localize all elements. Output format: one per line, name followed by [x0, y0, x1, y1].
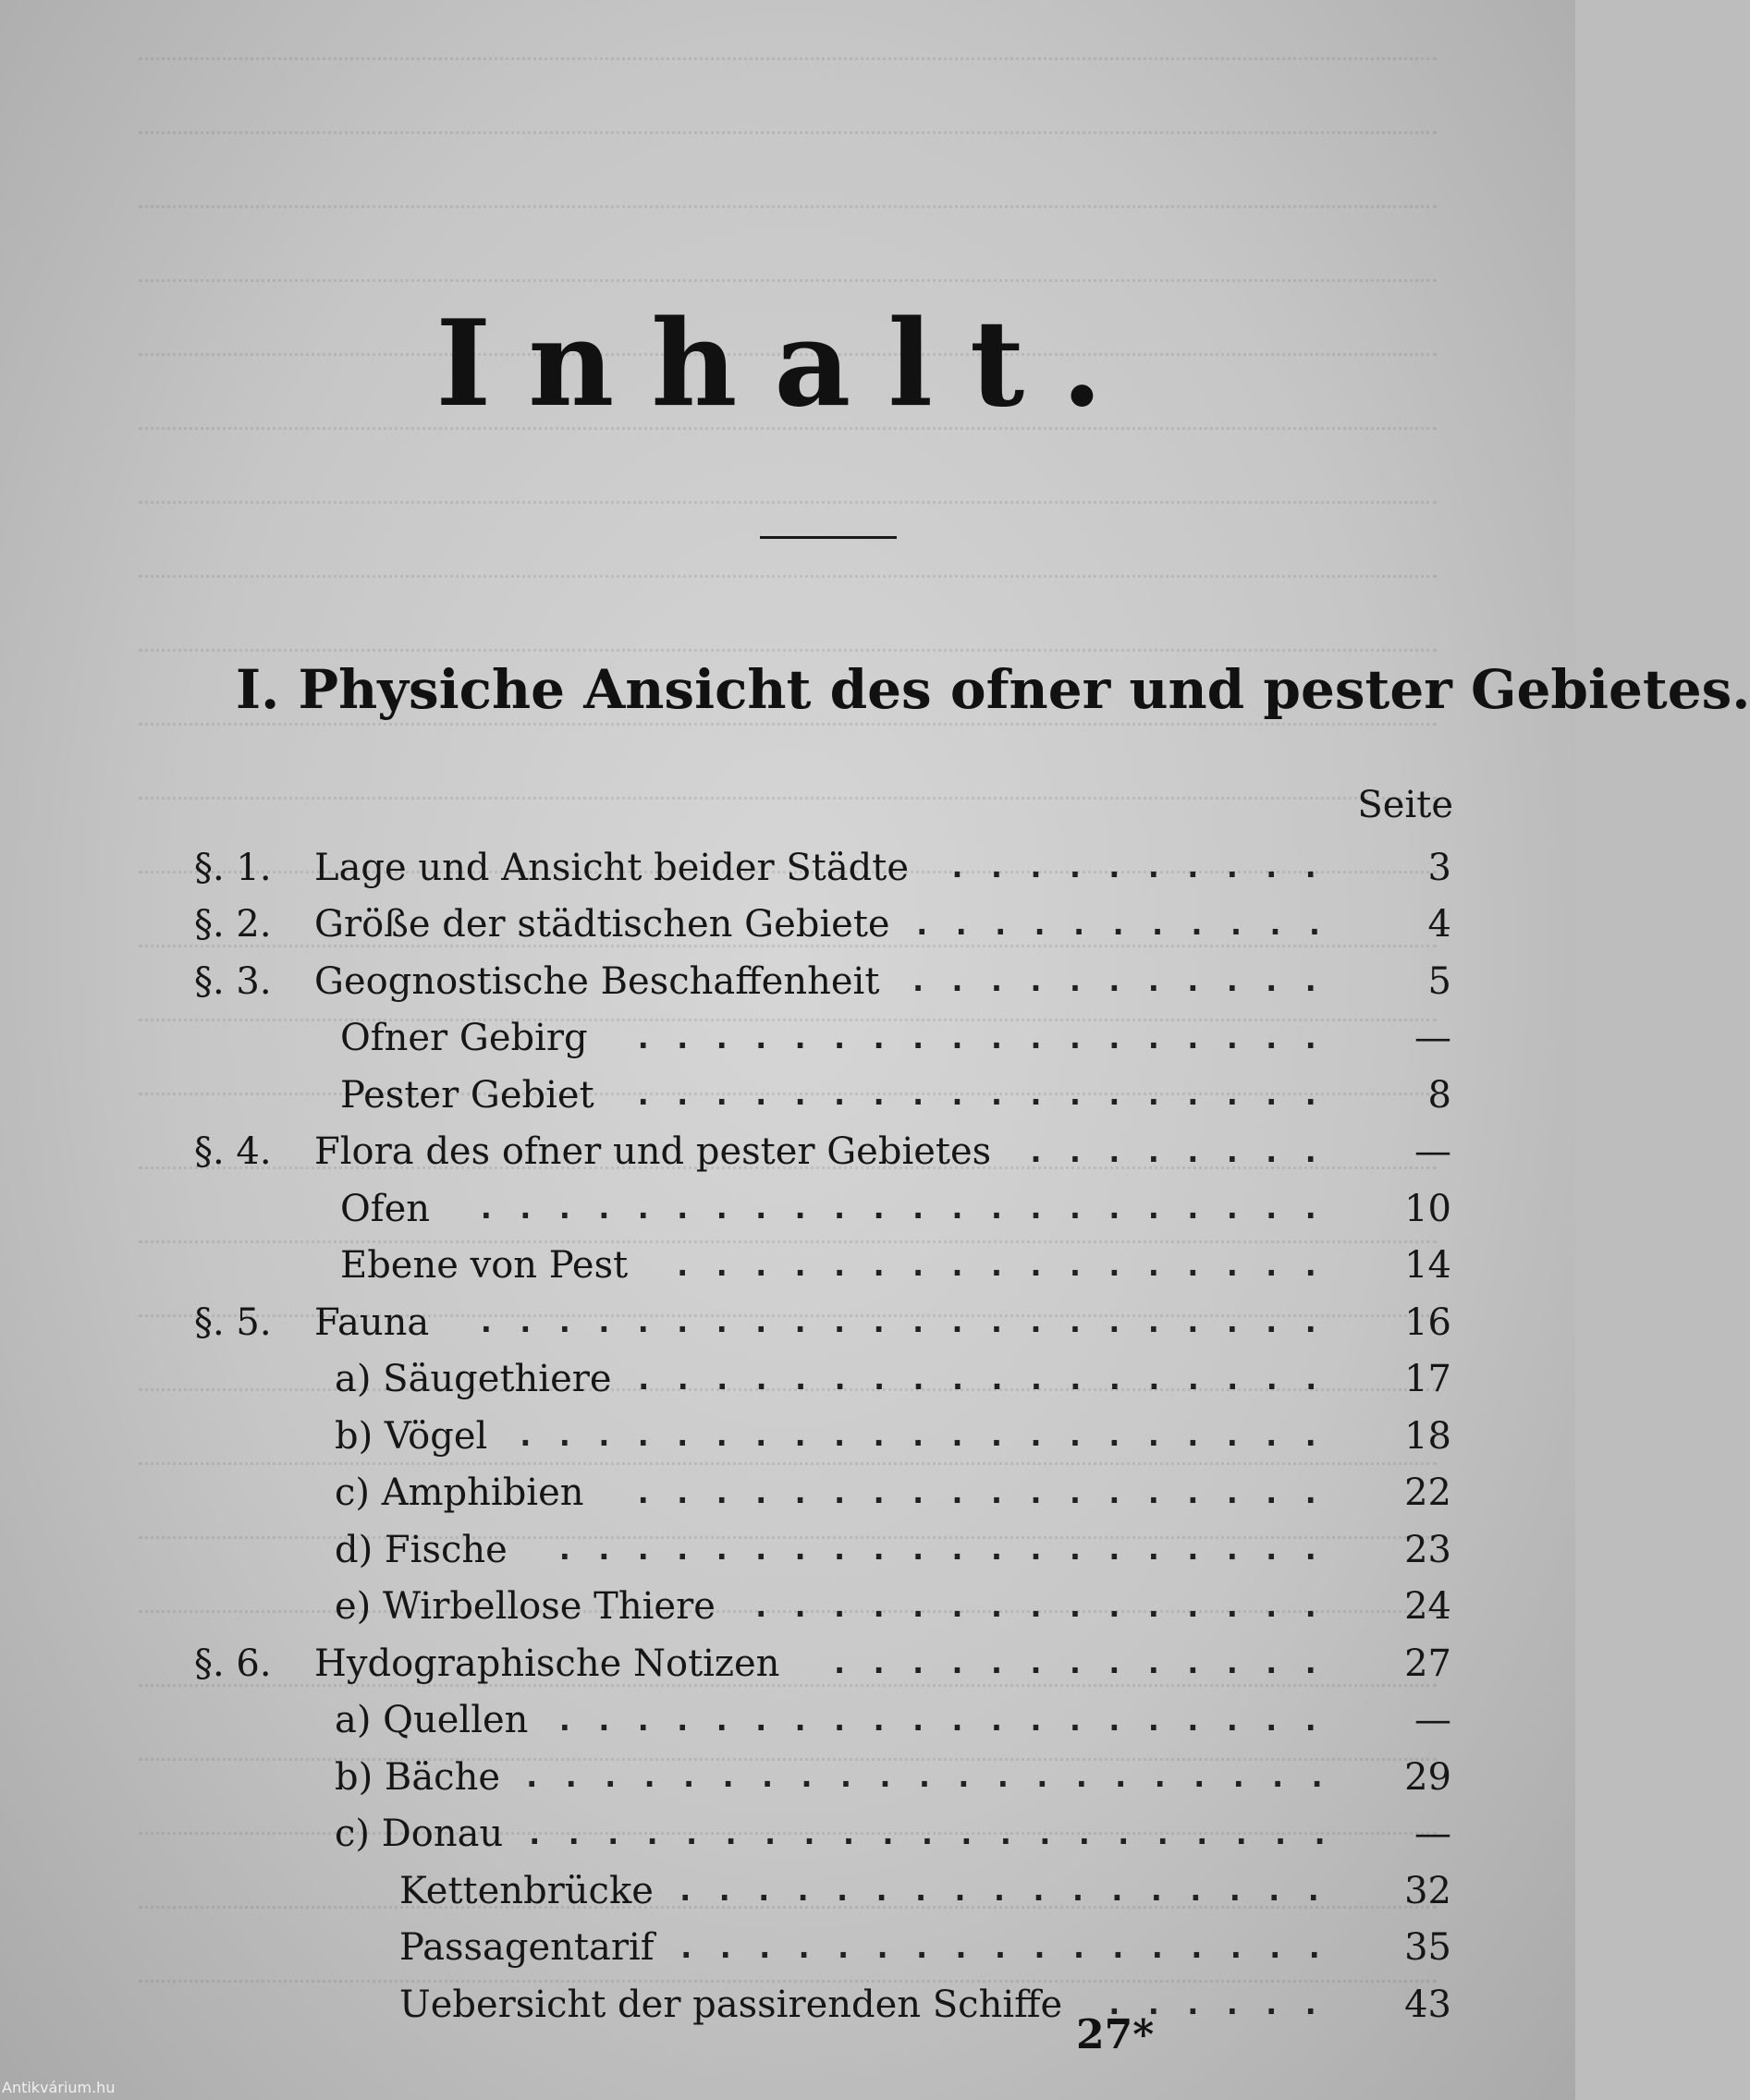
toc-entry — [194, 1862, 1451, 1920]
entry-label: e) Wirbellose Thiere — [335, 1585, 716, 1629]
dot-leader: .................. — [633, 1473, 1340, 1511]
entry-label: Uebersicht der passirenden Schiffe — [399, 1983, 1063, 2026]
entry-label: c) Amphibien — [335, 1471, 584, 1515]
entry-label: Passagentarif — [399, 1926, 655, 1970]
entry-label: a) Quellen — [335, 1699, 529, 1742]
entry-page-number: — — [1414, 1017, 1451, 1060]
entry-label: Größe der städtischen Gebiete — [314, 903, 890, 946]
section-heading: I. Physiche Ansicht des ofner und pester Gebietes. — [236, 658, 1750, 721]
dot-leader: ........ — [1026, 1132, 1340, 1170]
entry-label: Pester Gebiet — [340, 1073, 594, 1117]
toc-entry — [194, 1465, 1451, 1522]
toc-entry — [194, 1408, 1451, 1465]
toc-entry — [194, 1351, 1451, 1409]
watermark: Antikvárium.hu — [2, 2079, 116, 2096]
section-number: §. 6. — [194, 1642, 272, 1685]
dot-leader: .................... — [555, 1701, 1340, 1739]
toc-entry — [194, 1521, 1451, 1579]
toc-entry — [194, 1806, 1451, 1863]
dot-leader: ...................... — [476, 1190, 1340, 1227]
entry-page-number: 32 — [1404, 1869, 1451, 1912]
entry-page-number: 29 — [1404, 1755, 1451, 1799]
toc-entry — [194, 1692, 1451, 1750]
entry-label: Fauna — [314, 1300, 430, 1344]
dot-leader: .................... — [555, 1531, 1340, 1568]
dot-leader: ...................... — [476, 1303, 1340, 1340]
toc-entry — [194, 1067, 1451, 1124]
toc-entry — [194, 1976, 1451, 2033]
table-of-contents — [194, 839, 1451, 2033]
dot-leader: ............. — [829, 1644, 1340, 1681]
toc-entry — [194, 1635, 1451, 1692]
toc-entry — [194, 1124, 1451, 1181]
entry-label: d) Fische — [335, 1528, 508, 1571]
toc-entry — [194, 953, 1451, 1010]
toc-entry — [194, 839, 1451, 897]
entry-page-number: 43 — [1404, 1983, 1451, 2026]
entry-page-number: — — [1414, 1699, 1451, 1742]
toc-entry — [194, 897, 1451, 954]
dot-leader: ........... — [908, 962, 1340, 999]
section-number: §. 2. — [194, 903, 272, 946]
entry-page-number: 23 — [1404, 1528, 1451, 1571]
entry-page-number: 14 — [1404, 1244, 1451, 1288]
entry-label: b) Bäche — [335, 1755, 501, 1799]
toc-entry — [194, 1180, 1451, 1238]
dot-leader: ..................... — [525, 1814, 1350, 1852]
dot-leader: ............... — [751, 1587, 1340, 1625]
entry-label: b) Vögel — [335, 1414, 488, 1458]
section-number: §. 5. — [194, 1300, 272, 1344]
dot-leader: ................. — [673, 1246, 1340, 1284]
section-number: §. 4. — [194, 1130, 272, 1174]
entry-page-number: 35 — [1404, 1926, 1451, 1970]
entry-page-number: 16 — [1404, 1300, 1451, 1344]
page-title: Inhalt. — [435, 295, 1140, 433]
entry-label: Ofner Gebirg — [340, 1017, 588, 1060]
entry-label: Ofen — [340, 1187, 431, 1230]
entry-page-number: 27 — [1404, 1642, 1451, 1685]
toc-entry — [194, 1294, 1451, 1351]
title-rule — [760, 536, 897, 539]
dot-leader: .................. — [633, 1076, 1340, 1113]
toc-entry — [194, 1238, 1451, 1295]
entry-page-number: 3 — [1427, 846, 1451, 889]
dot-leader: .......... — [948, 849, 1340, 885]
entry-page-number: 18 — [1404, 1414, 1451, 1458]
entry-label: Lage und Ansicht beider Städte — [314, 846, 910, 889]
entry-page-number: 5 — [1427, 959, 1451, 1003]
section-number: §. 3. — [194, 959, 272, 1003]
toc-entry — [194, 1920, 1451, 1977]
entry-page-number: 8 — [1427, 1073, 1451, 1117]
signature-mark: 27* — [1076, 2011, 1155, 2058]
entry-label: c) Donau — [335, 1813, 504, 1856]
dot-leader: ................. — [676, 1872, 1343, 1909]
dot-leader: .................. — [633, 1019, 1340, 1056]
entry-page-number: — — [1414, 1130, 1451, 1174]
dot-leader: ...... — [1105, 1985, 1340, 2022]
dot-leader: .................. — [634, 1360, 1341, 1398]
toc-entry — [194, 1010, 1451, 1068]
entry-label: Hydographische Notizen — [314, 1642, 780, 1685]
entry-label: Flora des ofner und pester Gebietes — [314, 1130, 992, 1174]
entry-label: a) Säugethiere — [335, 1358, 612, 1401]
entry-page-number: 4 — [1427, 903, 1451, 946]
toc-entry — [194, 1579, 1451, 1636]
entry-label: Kettenbrücke — [399, 1869, 654, 1912]
section-number: §. 1. — [194, 846, 272, 889]
entry-page-number: 10 — [1404, 1187, 1451, 1230]
page-column-header: Seite — [1357, 784, 1453, 826]
entry-page-number: 24 — [1404, 1585, 1451, 1629]
toc-entry — [194, 1749, 1451, 1806]
dot-leader: ................. — [677, 1928, 1344, 1966]
entry-page-number: 17 — [1404, 1358, 1451, 1401]
entry-label: Geognostische Beschaffenheit — [314, 959, 880, 1003]
dot-leader: ..................... — [522, 1758, 1347, 1795]
dot-leader: ........... — [912, 905, 1345, 943]
dot-leader: ..................... — [516, 1417, 1340, 1454]
entry-label: Ebene von Pest — [340, 1244, 629, 1288]
entry-page-number: — — [1414, 1813, 1451, 1856]
entry-page-number: 22 — [1404, 1471, 1451, 1515]
